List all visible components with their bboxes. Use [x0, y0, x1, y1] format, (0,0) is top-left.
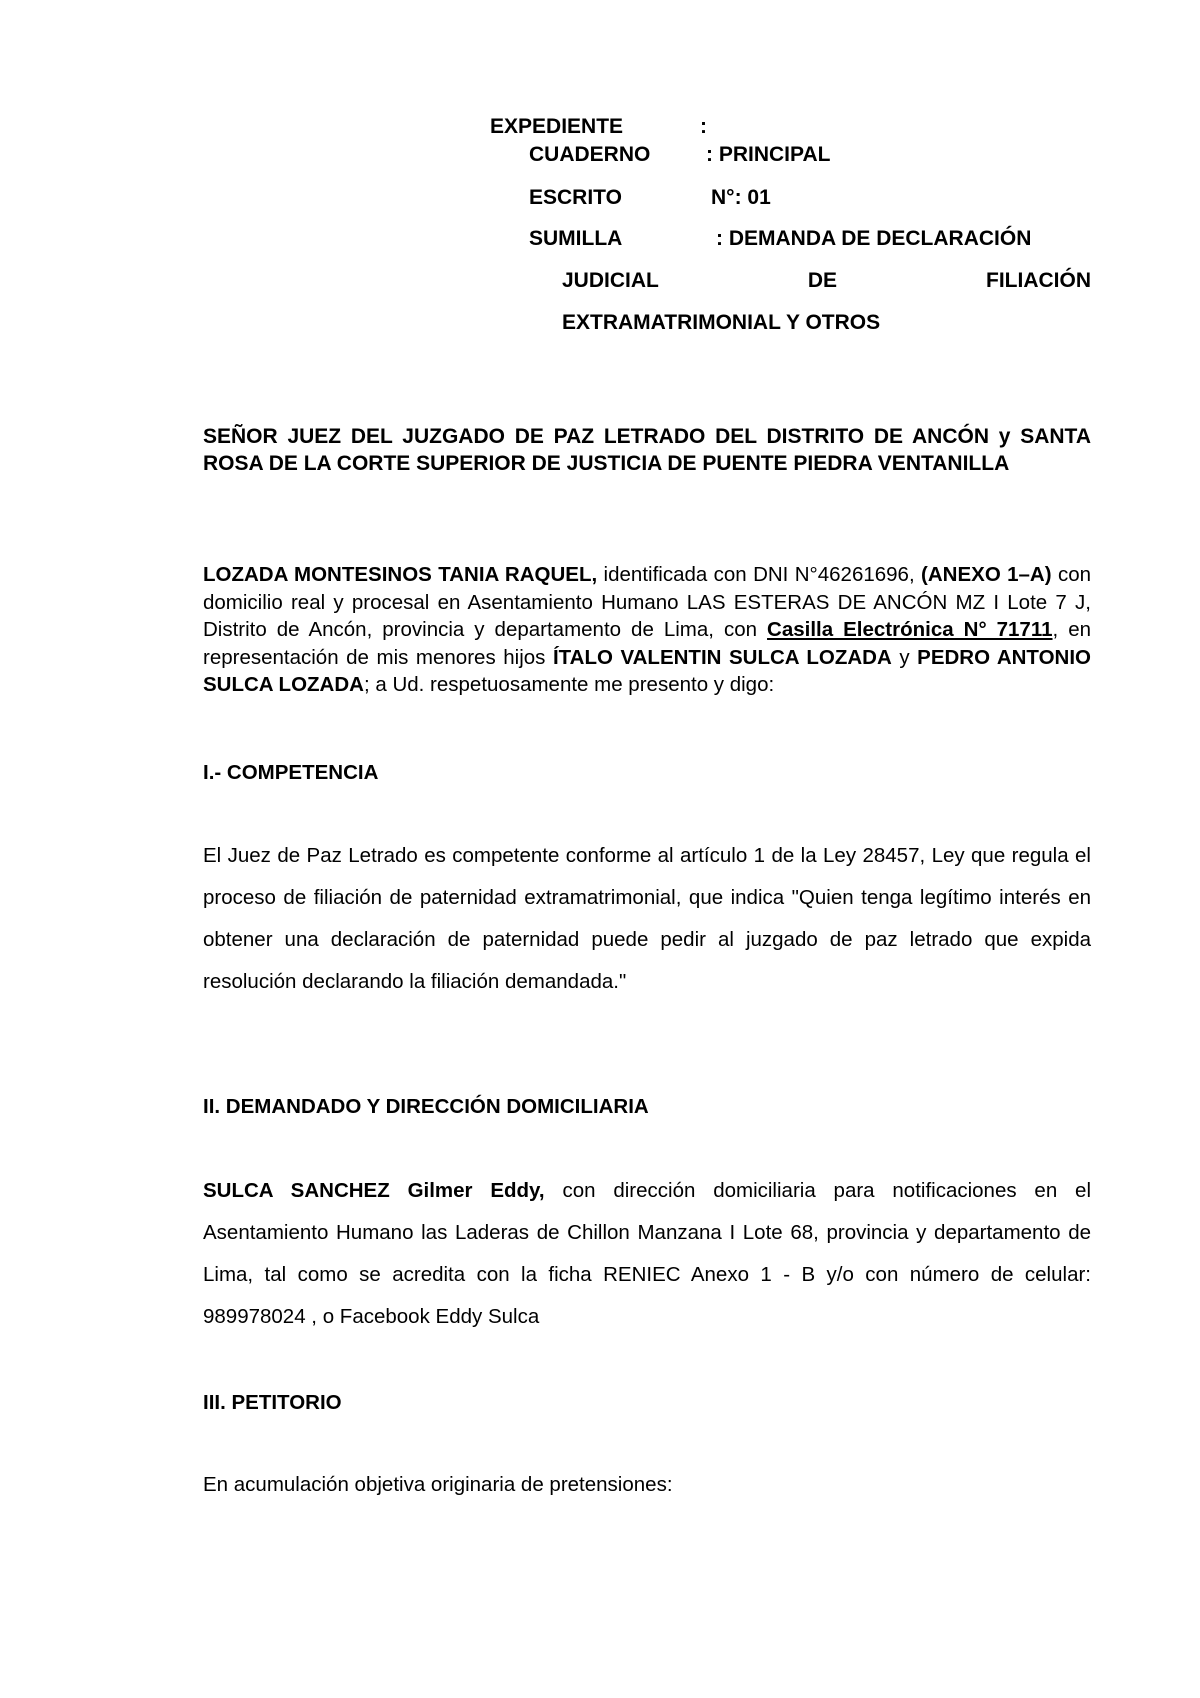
cuaderno-label: CUADERNO — [529, 143, 651, 166]
casilla-electronica: Casilla Electrónica N° 71711 — [767, 618, 1053, 641]
section-body: El Juez de Paz Letrado es competente conforme al artículo 1 de la Ley 28457, Ley que regula el proceso de filiación de paternidad extramatrimonial, que indica "Quien tenga legítimo interés en obtener una declaración de paternidad puede pedir al juzgado de paz letrado que expida resolución declarando la filiación demandada." — [203, 844, 1091, 993]
expediente-value: : — [700, 115, 707, 138]
sumilla-label: SUMILLA — [529, 227, 623, 250]
child-name: PEDRO ANTONIO SULCA LOZADA — [203, 645, 1091, 696]
intro-text: ; a Ud. respetuosamente me presento y digo: — [363, 673, 775, 696]
sumilla-line-2 — [562, 268, 1091, 294]
expediente-label: EXPEDIENTE — [490, 115, 624, 138]
intro-paragraph — [203, 561, 1091, 699]
intro-text: y — [891, 645, 918, 669]
escrito-label: ESCRITO — [529, 186, 622, 209]
intro-text: , en representación de mis menores hijos — [203, 618, 1092, 669]
sumilla-word: DE — [807, 269, 838, 292]
sumilla-line-3: EXTRAMATRIMONIAL Y OTROS — [562, 311, 881, 334]
defendant-details: con dirección domiciliaria para notificaciones en el Asentamiento Humano las Laderas de Chillon Manzana I Lote 68, provincia y departamento de Lima, tal como se acredita con la ficha RENIEC Anexo 1 - B y/o con número de celular: 989978024 , o Facebook Eddy Sulca — [203, 1179, 1091, 1328]
section-title: I.- COMPETENCIA — [203, 761, 379, 784]
sumilla-word: FILIACIÓN — [986, 269, 1091, 292]
sumilla-word: JUDICIAL — [562, 269, 659, 292]
intro-text: identificada con DNI N°46261696, — [597, 563, 922, 586]
child-name: ÍTALO VALENTIN SULCA LOZADA — [552, 645, 892, 669]
section-title: II. DEMANDADO Y DIRECCIÓN DOMICILIARIA — [203, 1095, 649, 1118]
cuaderno-value: : PRINCIPAL — [706, 143, 831, 166]
addressee: SEÑOR JUEZ DEL JUZGADO DE PAZ LETRADO DEL DISTRITO DE ANCÓN y SANTA ROSA DE LA CORTE SUPERIOR DE JUSTICIA DE PUENTE PIEDRA VENTANILLA — [203, 425, 1091, 475]
sumilla-line-1: : DEMANDA DE DECLARACIÓN — [716, 227, 1032, 250]
section-body — [203, 1170, 1091, 1338]
defendant-name: SULCA SANCHEZ Gilmer Eddy, — [203, 1179, 545, 1202]
section-title: III. PETITORIO — [203, 1391, 342, 1414]
annex-ref: (ANEXO 1–A) — [921, 563, 1052, 586]
section-body: En acumulación objetiva originaria de pretensiones: — [203, 1473, 673, 1496]
intro-text: con domicilio real y procesal en Asentamiento Humano LAS ESTERAS DE ANCÓN MZ I Lote 7 J, Distrito de Ancón, provincia y departamento de Lima, con — [203, 563, 1092, 641]
escrito-value: N°: 01 — [711, 186, 771, 209]
plaintiff-name: LOZADA MONTESINOS TANIA RAQUEL, — [203, 563, 598, 586]
